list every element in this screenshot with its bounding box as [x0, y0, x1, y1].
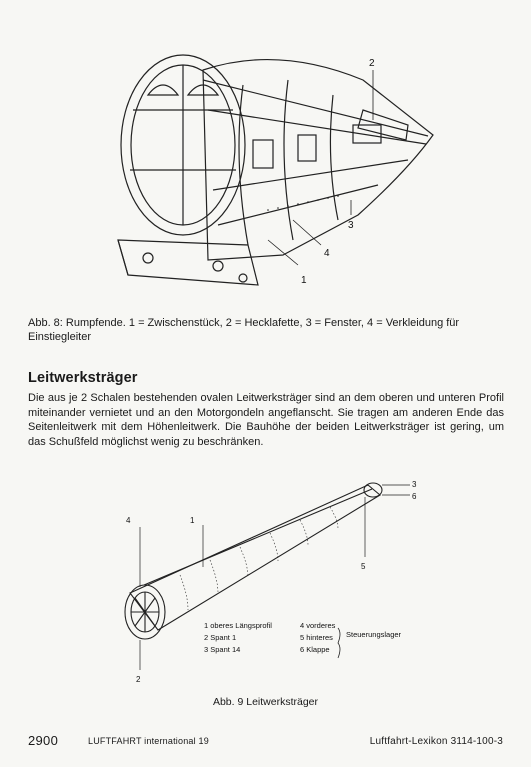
- fig2-legend-4: 4 vorderes: [300, 621, 336, 630]
- figure-9-caption: Abb. 9 Leitwerksträger: [212, 696, 319, 708]
- fig2-legend-group: Steuerungslager: [346, 630, 402, 639]
- magazine-reference: LUFTFAHRT international 19: [88, 736, 209, 746]
- fig1-callout-4: 4: [324, 248, 330, 259]
- section-heading: Leitwerksträger: [28, 370, 138, 386]
- fig2-callout-3: 3: [412, 480, 417, 489]
- fig2-legend-6: 6 Klappe: [300, 645, 330, 654]
- figure-8-caption: Abb. 8: Rumpfende. 1 = Zwischenstück, 2 = Hecklafette, 3 = Fenster, 4 = Verkleidung für Einstiegleiter: [28, 317, 460, 343]
- tail-boom-illustration: [110, 465, 420, 695]
- fig1-callout-3: 3: [348, 220, 354, 231]
- section-body: Die aus je 2 Schalen bestehenden ovalen Leitwerksträger sind an dem oberen und unteren Profil miteinander vernietet und an den Motorgondeln angeflanscht. Sie tragen am anderen Ende das Seitenleitwerk mit dem Höhenleitwerk. Die Bauhöhe der beiden Leitwerksträger ist gering, um das Schußfeld möglichst wenig zu beschränken.: [28, 392, 504, 448]
- fig2-callout-4: 4: [126, 516, 131, 525]
- fuselage-tail-illustration: [108, 40, 438, 300]
- page-number: 2900: [28, 733, 59, 748]
- fig1-callout-2: 2: [369, 58, 375, 69]
- lexicon-reference: Luftfahrt-Lexikon 3114-100-3: [369, 736, 503, 747]
- fig2-legend-1: 1 oberes Längsprofil: [204, 621, 272, 630]
- fig1-callout-1: 1: [301, 275, 307, 286]
- fig2-callout-6: 6: [412, 492, 417, 501]
- fig2-callout-1: 1: [190, 516, 195, 525]
- fig2-callout-5: 5: [361, 562, 366, 571]
- fig2-legend-2: 2 Spant 1: [204, 633, 237, 642]
- fig2-legend-3: 3 Spant 14: [204, 645, 241, 654]
- fig2-legend-5: 5 hinteres: [300, 633, 333, 642]
- fig2-callout-2: 2: [136, 675, 141, 684]
